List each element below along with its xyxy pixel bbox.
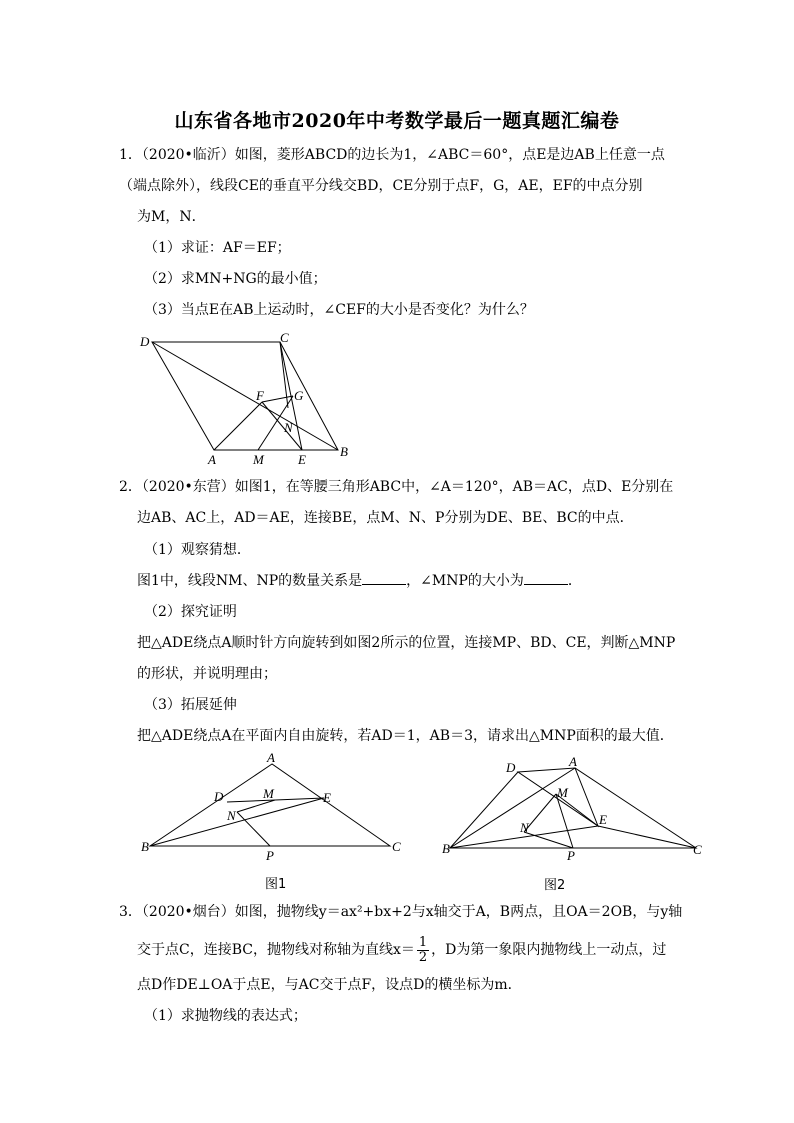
q2-fig2-label: M xyxy=(557,785,568,800)
q1-line-2: （端点除外），线段CE的垂直平分线交BD，CE分别于点F，G，AE，EF的中点分别 xyxy=(119,178,643,194)
q1-label: E xyxy=(298,452,306,467)
segment-mp-2 xyxy=(556,794,573,848)
q2-step-1-text-b: ，∠MNP的大小为 xyxy=(406,573,524,589)
figure-1-caption: 图1 xyxy=(265,877,287,892)
segment-bd xyxy=(450,772,518,848)
q2-fig2-label: D xyxy=(506,760,516,775)
q2-fig1-label: B xyxy=(141,839,149,854)
q2-step-1-text-c: ． xyxy=(567,573,582,589)
segment-ce xyxy=(598,826,696,848)
q1-label: C xyxy=(280,330,289,345)
q2-fig1-label: A xyxy=(267,750,275,765)
q3-line-2-text-b: ，D为第一象限内抛物线上一动点，过 xyxy=(431,942,667,958)
q2-figure-1 xyxy=(135,750,415,899)
q1-label: G xyxy=(294,388,304,403)
answer-blank-2[interactable] xyxy=(524,571,568,585)
q1-line-1: 1．（2020•临沂）如图，菱形ABCD的边长为1，∠ABC＝60°，点E是边AB上任意一点 xyxy=(119,147,665,163)
q1-label: A xyxy=(208,452,216,467)
q2-fig1-label: E xyxy=(323,790,331,805)
segment-mn-2 xyxy=(524,794,556,832)
q2-step-1: （1）观察猜想． xyxy=(144,542,251,558)
q1-rhombus-figure xyxy=(130,328,370,477)
q2-fig1-label: C xyxy=(392,839,401,854)
q2-fig2-label: B xyxy=(442,841,450,856)
segment-af xyxy=(214,402,262,450)
q2-fig2-label: P xyxy=(567,848,575,863)
q2-step-1-text-a: 图1中，线段NM、NP的数量关系是 xyxy=(137,573,363,589)
q3-part-1: （1）求抛物线的表达式； xyxy=(144,1008,307,1024)
fraction-one-half xyxy=(417,936,429,965)
fraction-numerator: 1 xyxy=(418,934,428,950)
q1-part-2: （2）求MN+NG的最小值； xyxy=(144,271,327,287)
segment-np-2 xyxy=(524,832,573,848)
q2-fig1-label: P xyxy=(266,848,274,863)
q3-line-2 xyxy=(137,933,666,967)
q1-part-1: （1）求证：AF＝EF； xyxy=(144,240,291,256)
q2-fig2-label: E xyxy=(599,812,607,827)
segment-de xyxy=(227,798,324,802)
q2-fig2-label: C xyxy=(693,842,702,857)
q2-step-2-line-1: 把△ADE绕点A顺时针方向旋转到如图2所示的位置，连接MP、BD、CE，判断△MNP xyxy=(137,635,676,651)
q3-line-1: 3．（2020•烟台）如图，抛物线y＝ax²+bx+2与x轴交于A，B两点，且OA＝2OB，与y轴 xyxy=(119,904,683,920)
q2-step-2: （2）探究证明 xyxy=(144,604,237,620)
segment-fg xyxy=(262,396,293,402)
q1-label: B xyxy=(340,444,348,459)
q2-fig1-label: D xyxy=(214,789,224,804)
segment-be xyxy=(150,798,324,846)
q3-line-3: 点D作DE⊥OA于点E，与AC交于点F，设点D的横坐标为m． xyxy=(137,977,522,993)
q2-figure-2 xyxy=(438,752,718,901)
page-title: 山东省各地市2020年中考数学最后一题真题汇编卷 xyxy=(174,110,620,132)
q2-fig2-label: N xyxy=(520,820,529,835)
q2-line-1: 2．（2020•东营）如图1，在等腰三角形ABC中，∠A＝120°，AB＝AC，点D、E分别在 xyxy=(119,479,674,495)
diagonal-bd xyxy=(152,342,338,450)
q1-label: M xyxy=(253,452,264,467)
q1-part-3: （3）当点E在AB上运动时，∠CEF的大小是否变化？为什么？ xyxy=(144,302,534,318)
triangle-abc xyxy=(150,764,390,846)
q2-step-3: （3）拓展延伸 xyxy=(144,697,237,713)
fraction-denominator: 2 xyxy=(418,949,428,965)
q1-label: D xyxy=(140,334,150,349)
q2-step-2-line-2: 的形状，并说明理由； xyxy=(137,666,277,682)
q2-step-3-line-1: 把△ADE绕点A在平面内自由旋转，若AD＝1，AB＝3，请求出△MNP面积的最大值． xyxy=(137,728,674,744)
answer-blank-1[interactable] xyxy=(362,571,406,585)
figure-2-caption: 图2 xyxy=(544,878,566,893)
q2-fig1-label: M xyxy=(263,786,274,801)
q2-fig2-label: A xyxy=(569,754,577,769)
q1-label: F xyxy=(256,388,264,403)
q1-line-3: 为M，N． xyxy=(137,209,206,225)
q3-line-2-text-a: 交于点C，连接BC，抛物线对称轴为直线x＝ xyxy=(137,942,415,958)
q2-line-2: 边AB、AC上，AD＝AE，连接BE，点M、N、P分别为DE、BE、BC的中点． xyxy=(137,510,634,526)
q2-step-1-question xyxy=(137,571,582,591)
q2-fig1-label: N xyxy=(227,808,236,823)
q1-label: N xyxy=(284,420,293,435)
triangle-abc-2 xyxy=(450,768,696,848)
